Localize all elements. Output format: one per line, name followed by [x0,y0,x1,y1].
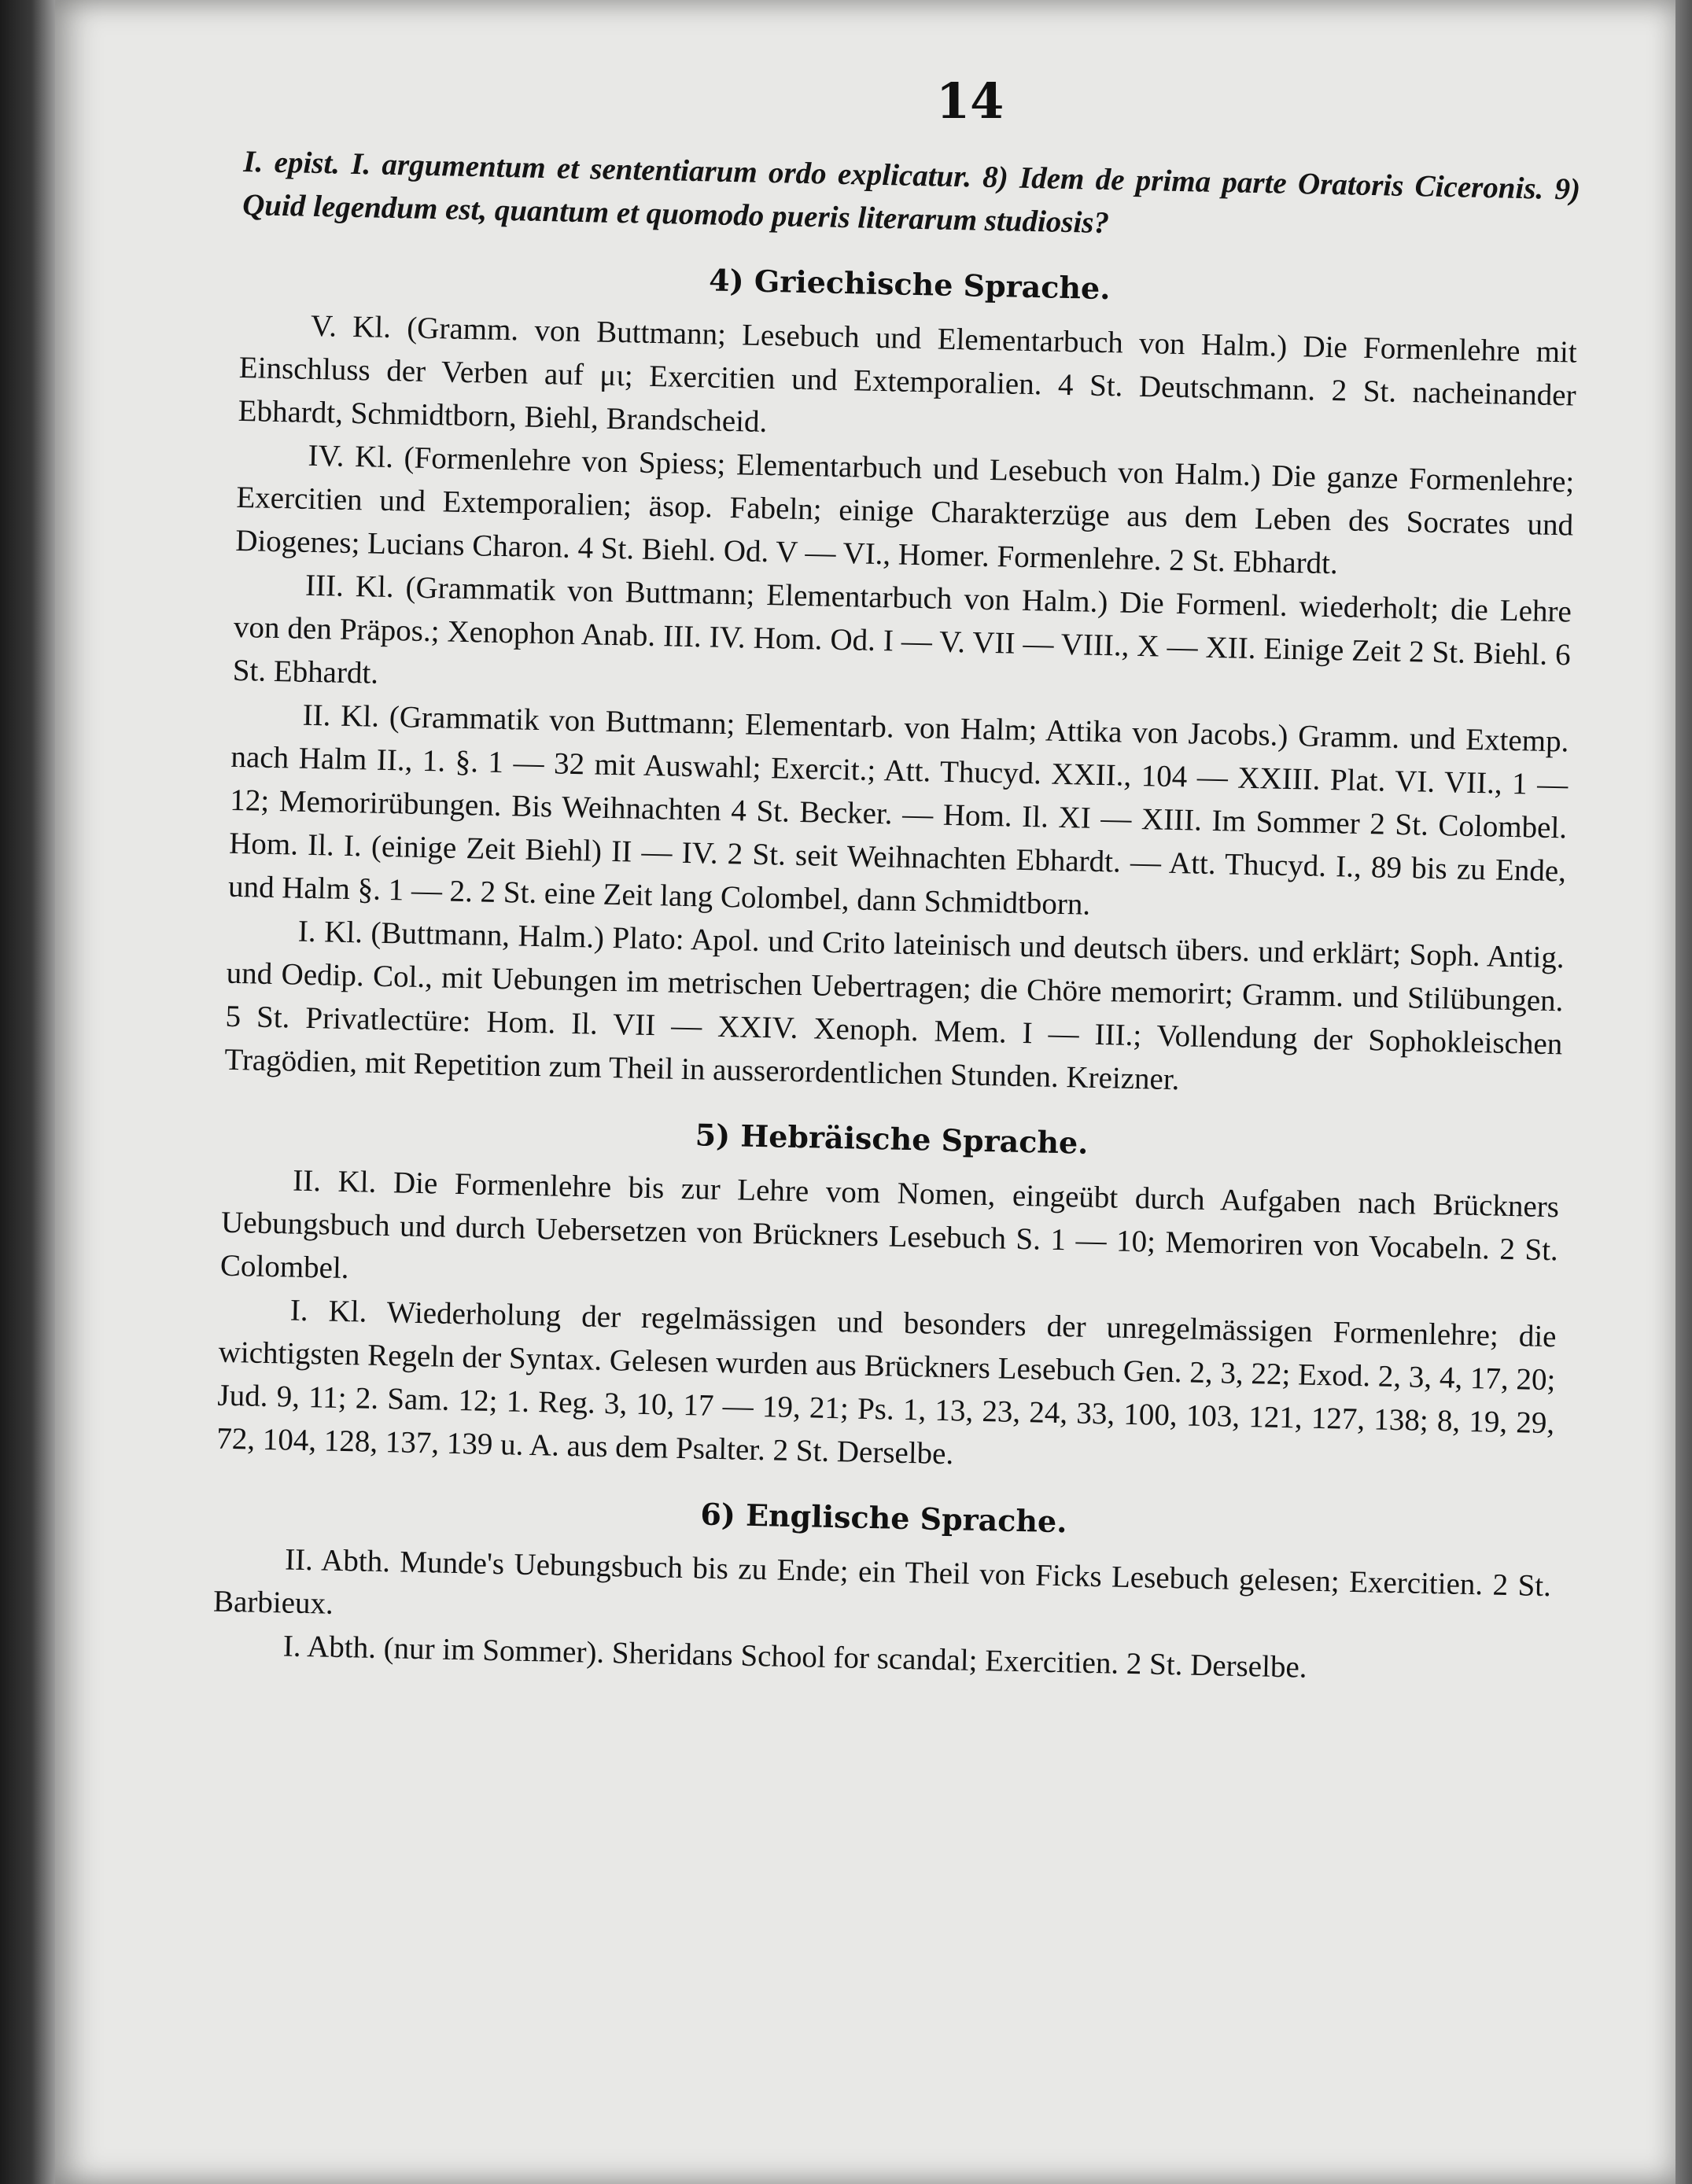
english-abth-i: I. Abth. (nur im Sommer). Sheridans School for scandal; Exercitien. 2 St. Derselbe. [282,1629,1307,1685]
greek-class-iii: III. Kl. (Grammatik von Buttmann; Elementarbuch von Halm.) Die Formenl. wiederholt; die Lehre von den Präpos.; Xenophon Anab. III. IV. Hom. Od. I — V. VII — VIII., X — XII. Einige Zeit 2 St. Biehl. 6 St. Ebhardt. [232,568,1572,691]
greek-class-iv: IV. Kl. (Formenlehre von Spiess; Elementarbuch und Lesebuch von Halm.) Die ganze Formenlehre; Exercitien und Extemporalien; äsop. Fabeln; einige Charakterzüge aus dem Leben des Socrates und Diogenes; Lucians Charon. 4 St. Biehl. Od. V — VI., Homer. Formenlehre. 2 St. Ebhardt. [234,438,1575,581]
intro-paragraph: I. epist. I. argumentum et sententiarum ordo explicatur. 8) Idem de prima parte Oratoris Ciceronis. 9) Quid legendum est, quantum et quomodo pueris literarum studiosis? [241,144,1581,241]
section-heading-english: 6) Englische Sprache. [700,1496,1067,1540]
page-number: 14 [936,72,1005,130]
english-abth-ii: II. Abth. Munde's Uebungsbuch bis zu Ende; ein Theil von Ficks Lesebuch gelesen; Exercitien. 2 St. Barbieux. [212,1542,1552,1621]
greek-class-ii: II. Kl. (Grammatik von Buttmann; Elementarb. von Halm; Attika von Jacobs.) Gramm. und Extemp. nach Halm II., 1. §. 1 — 32 mit Auswahl; Exercit.; Att. Thucyd. XXII., 104 — XXIII. Plat. VI. VII., 1 — 12; Memorirübungen. Bis Weihnachten 4 St. Becker. — Hom. Il. XI — XIII. Im Sommer 2 St. Colombel. Hom. Il. I. (einige Zeit Biehl) II — IV. 2 St. seit Weihnachten Ebhardt. — Att. Thucyd. I., 89 bis zu Ende, und Halm §. 1 — 2. 2 St. eine Zeit lang Colombel, dann Schmidtborn. [227,698,1569,922]
greek-class-i: I. Kl. (Buttmann, Halm.) Plato: Apol. und Crito lateinisch und deutsch übers. und erklärt; Soph. Antig. und Oedip. Col., mit Uebungen im metrischen Uebertragen; die Chöre memorirt; Gramm. und Stilübungen. 5 St. Privatlectüre: Hom. Il. VII — XXIV. Xenoph. Mem. I — III.; Vollendung der Sophokleischen Tragödien, mit Repetition zum Theil in ausserordentlichen Stunden. Kreizner. [224,914,1565,1097]
hebrew-class-ii: II. Kl. Die Formenlehre bis zur Lehre vom Nomen, eingeübt durch Aufgaben nach Brückners Uebungsbuch und durch Uebersetzen von Brückners Lesebuch S. 1 — 10; Memoriren von Vocabeln. 2 St. Colombel. [219,1163,1560,1286]
page-content [212,140,1580,1694]
section-heading-greek: 4) Griechische Sprache. [708,262,1111,307]
greek-class-v: V. Kl. (Gramm. von Buttmann; Lesebuch und Elementarbuch von Halm.) Die Formenlehre mit Einschluss der Verben auf μι; Exercitien und Extemporalien. 4 St. Deutschmann. 2 St. nacheinander Ebhardt, Schmidtborn, Biehl, Brandscheid. [238,308,1578,440]
hebrew-class-i: I. Kl. Wiederholung der regelmässigen und besonders der unregelmässigen Formenlehre; die wichtigsten Regeln der Syntax. Gelesen wurden aus Brückners Lesebuch Gen. 2, 3, 22; Exod. 2, 3, 4, 17, 20; Jud. 9, 11; 2. Sam. 12; 1. Reg. 3, 10, 17 — 19, 21; Ps. 1, 13, 23, 24, 33, 100, 103, 121, 127, 138; 8, 19, 29, 72, 104, 128, 137, 139 u. A. aus dem Psalter. 2 St. Derselbe. [216,1293,1557,1471]
section-heading-hebrew: 5) Hebräische Sprache. [695,1117,1089,1161]
